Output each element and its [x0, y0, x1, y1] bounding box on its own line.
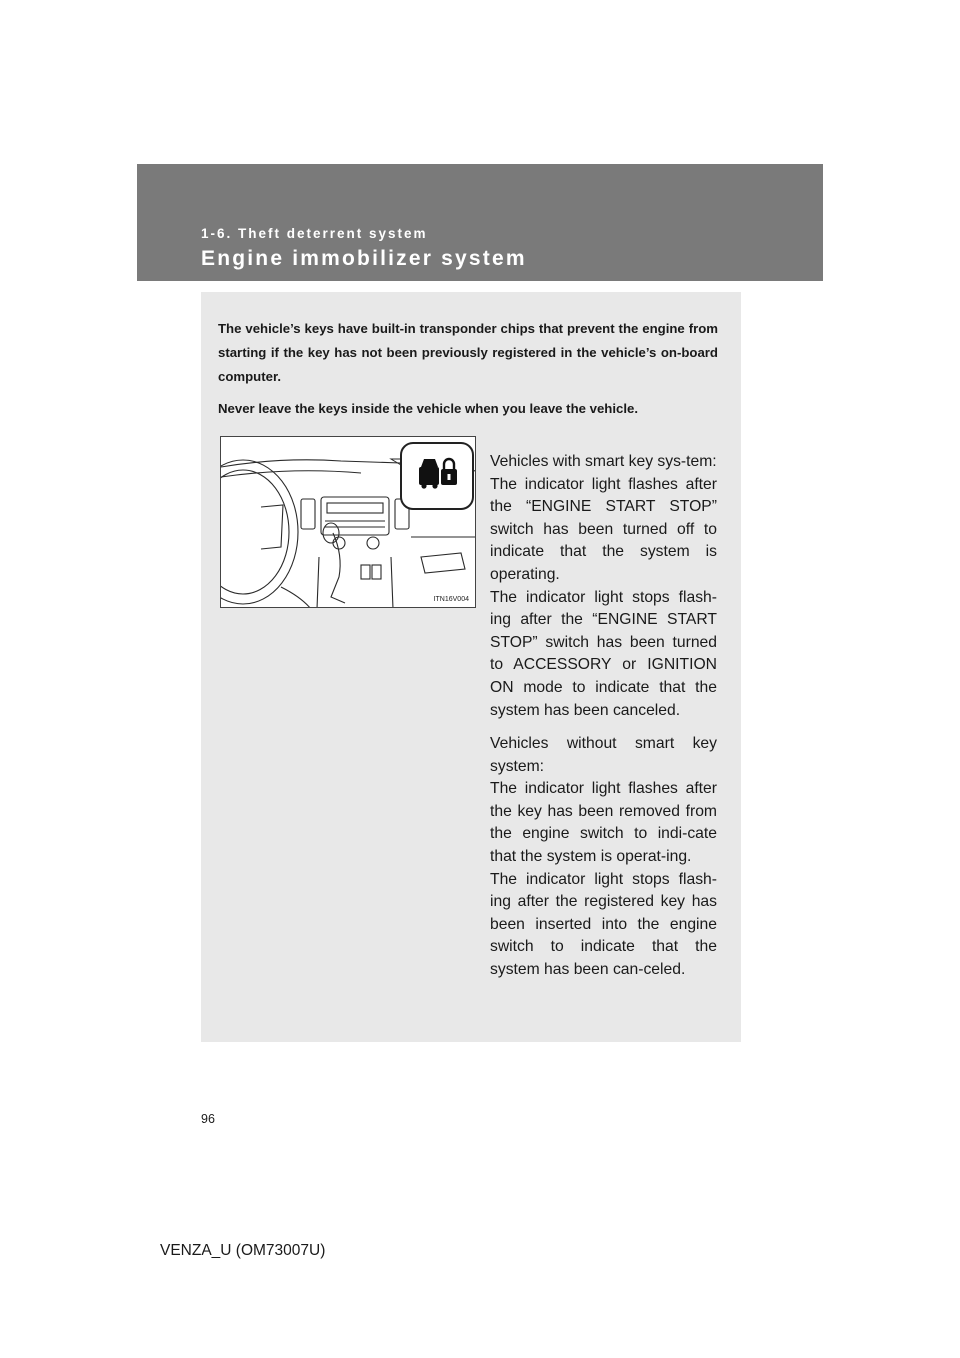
header-band [137, 164, 823, 281]
warning-line: Never leave the keys inside the vehicle when you leave the vehicle. [218, 401, 639, 416]
no-smart-key-text-1: The indicator light flashes after the key has been removed from the engine switch to indi-cate that the system is operat-ing. [490, 780, 717, 865]
no-smart-key-text-2: The indicator light stops flash-ing after the registered key has been inserted into the engine switch to indicate that the system has been can-celed. [490, 870, 717, 978]
smart-key-heading: Vehicles with smart key sys-tem: [490, 453, 717, 470]
footer-doc-code: VENZA_U (OM73007U) [160, 1242, 326, 1259]
dashboard-illustration [220, 436, 476, 608]
section-label: 1-6. Theft deterrent system [201, 226, 428, 241]
no-smart-key-heading: Vehicles without smart key system: [490, 735, 717, 775]
figure-code: ITN16V004 [433, 596, 469, 603]
page-number: 96 [201, 1112, 215, 1126]
intro-paragraph: The vehicle’s keys have built-in transponder chips that prevent the engine from starting if the key has not been previously registered in the vehicle’s on-board computer. [218, 321, 718, 384]
page-title: Engine immobilizer system [201, 247, 527, 270]
no-smart-key-section [490, 733, 717, 982]
smart-key-section [490, 451, 717, 722]
content-box [201, 292, 741, 1042]
smart-key-text-1: The indicator light flashes after the “ENGINE START STOP” switch has been turned off to indicate that the system is operating. [490, 475, 717, 583]
dashboard-drawing [221, 437, 476, 608]
smart-key-text-2: The indicator light stops flash-ing after the “ENGINE START STOP” switch has been turned to ACCESSORY or IGNITION ON mode to indicate that the system has been canceled. [490, 588, 717, 719]
